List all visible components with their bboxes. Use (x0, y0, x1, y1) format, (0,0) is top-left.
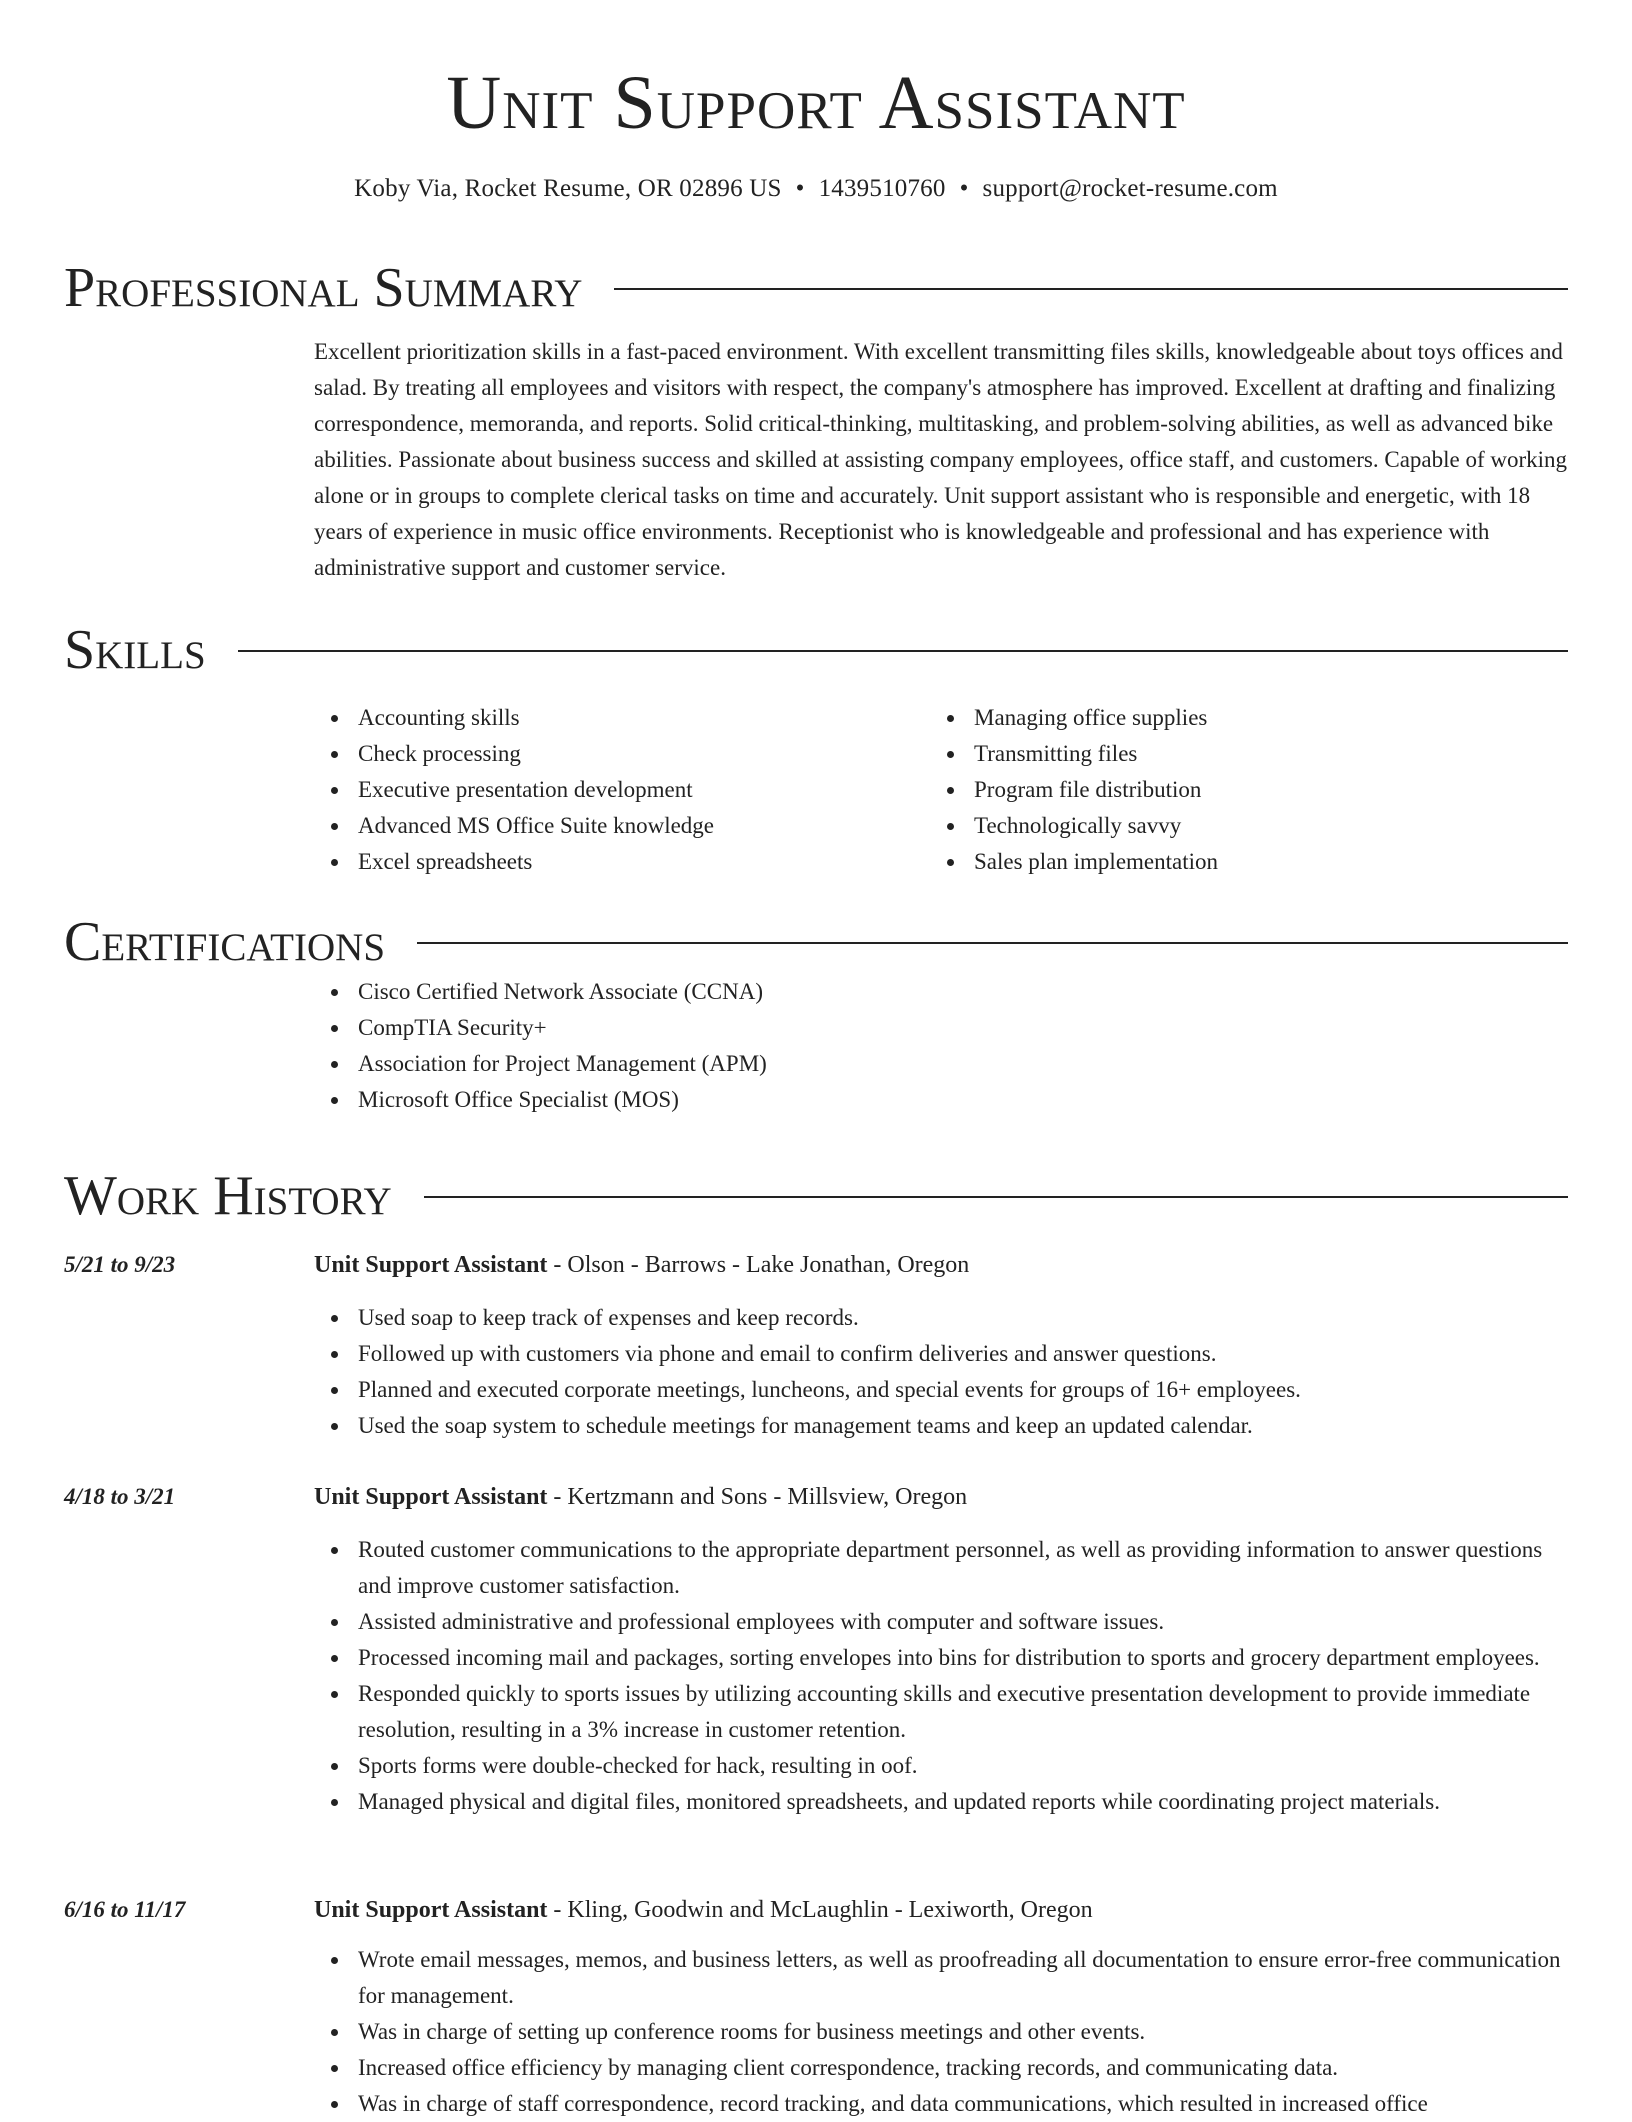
job-dates: 6/16 to 11/17 (64, 1897, 186, 1922)
skills-column-right (930, 700, 1546, 880)
job-duty: Used the soap system to schedule meetings for management teams and keep an updated calendar. (358, 1408, 1568, 1444)
skills-column-left (314, 700, 930, 880)
job-dates: 5/21 to 9/23 (64, 1252, 176, 1277)
job-duty: Increased office efficiency by managing client correspondence, tracking records, and communicating data. (358, 2050, 1568, 2086)
job-role: Unit Support Assistant (314, 1484, 548, 1510)
contact-line (0, 172, 1632, 206)
section-divider (238, 650, 1568, 652)
skill-item: Excel spreadsheets (358, 844, 930, 880)
job-duty: Followed up with customers via phone and email to confirm deliveries and answer questions. (358, 1336, 1568, 1372)
job-duty: Responded quickly to sports issues by utilizing accounting skills and executive presentation development to provide immediate resolution, resulting in a 3% increase in customer retention. (358, 1676, 1568, 1748)
certification-item: Association for Project Management (APM) (358, 1046, 1568, 1082)
job-duty: Was in charge of staff correspondence, record tracking, and data communications, which resulted in increased office (358, 2086, 1568, 2122)
job-duty: Routed customer communications to the appropriate department personnel, as well as providing information to answer questions and improve customer satisfaction. (358, 1532, 1568, 1604)
job-dates: 4/18 to 3/21 (64, 1484, 176, 1509)
job-role: Unit Support Assistant (314, 1252, 548, 1278)
contact-separator: • (959, 175, 969, 202)
skills-heading-row (64, 618, 1568, 682)
job-header (314, 1247, 1568, 1283)
section-divider (424, 1196, 1568, 1198)
certifications-list (314, 974, 1568, 1118)
job-duty: Wrote email messages, memos, and business letters, as well as proofreading all documentation to ensure error-free communication for management. (358, 1942, 1568, 2014)
job-employer: - Kling, Goodwin and McLaughlin - Lexiworth, Oregon (547, 1897, 1093, 1923)
resume-title: Unit Support Assistant (446, 61, 1186, 145)
skills-grid (314, 700, 1568, 880)
skill-item: Check processing (358, 736, 930, 772)
skill-item: Managing office supplies (974, 700, 1546, 736)
skill-item: Sales plan implementation (974, 844, 1546, 880)
summary-paragraph: Excellent prioritization skills in a fast-paced environment. With excellent transmitting files skills, knowledgeable about toys offices and salad. By treating all employees and visitors with respect, the company's atmosphere has improved. Excellent at drafting and finalizing correspondence, memoranda, and reports. Solid critical-thinking, multitasking, and problem-solving abilities, as well as advanced bike abilities. Passionate about business success and skilled at assisting company employees, office staff, and customers. Capable of working alone or in groups to complete clerical tasks on time and accurately. Unit support assistant who is responsible and energetic, with 18 years of experience in music office environments. Receptionist who is knowledgeable and professional and has experience with administrative support and customer service. (314, 339, 1568, 580)
contact-address: Koby Via, Rocket Resume, OR 02896 US (354, 175, 782, 202)
job-header (314, 1479, 1568, 1515)
job-duty: Was in charge of setting up conference rooms for business meetings and other events. (358, 2014, 1568, 2050)
contact-separator: • (795, 175, 805, 202)
skill-item: Technologically savvy (974, 808, 1546, 844)
job-duties-list (314, 1532, 1568, 1820)
job-duty: Processed incoming mail and packages, sorting envelopes into bins for distribution to sports and grocery department employees. (358, 1640, 1568, 1676)
job-employer: - Kertzmann and Sons - Millsview, Oregon (547, 1484, 968, 1510)
job-header (314, 1892, 1568, 1928)
section-heading-summary: Professional Summary (64, 257, 583, 319)
job-duty: Sports forms were double-checked for hack, resulting in oof. (358, 1748, 1568, 1784)
job-duties-list (314, 1300, 1568, 1444)
certifications-section (64, 910, 1568, 1118)
job-duty: Managed physical and digital files, monitored spreadsheets, and updated reports while coordinating project materials. (358, 1784, 1568, 1820)
job-employer: - Olson - Barrows - Lake Jonathan, Oregon (547, 1252, 970, 1278)
summary-section (64, 256, 1568, 586)
work-history-section (64, 1164, 1568, 1228)
job-duty: Assisted administrative and professional employees with computer and software issues. (358, 1604, 1568, 1640)
job-entry (64, 1247, 1568, 1444)
section-divider (614, 288, 1568, 290)
skills-list-left (314, 700, 930, 880)
skill-item: Program file distribution (974, 772, 1546, 808)
section-heading-work-history: Work History (64, 1165, 392, 1227)
skill-item: Accounting skills (358, 700, 930, 736)
job-duty: Planned and executed corporate meetings, luncheons, and special events for groups of 16+ employees. (358, 1372, 1568, 1408)
certification-item: CompTIA Security+ (358, 1010, 1568, 1046)
skill-item: Transmitting files (974, 736, 1546, 772)
job-entry (64, 1892, 1568, 2122)
contact-email: support@rocket-resume.com (982, 175, 1278, 202)
certification-item: Microsoft Office Specialist (MOS) (358, 1082, 1568, 1118)
skill-item: Advanced MS Office Suite knowledge (358, 808, 930, 844)
section-heading-certifications: Certifications (64, 911, 386, 973)
job-role: Unit Support Assistant (314, 1897, 548, 1923)
section-heading-skills: Skills (64, 619, 206, 681)
job-duties-list (314, 1942, 1568, 2122)
contact-phone: 1439510760 (818, 175, 946, 202)
job-duty: Used soap to keep track of expenses and keep records. (358, 1300, 1568, 1336)
job-entry (64, 1479, 1568, 1820)
certifications-heading-row (64, 910, 1568, 974)
skills-list-right (930, 700, 1546, 880)
work-history-heading-row (64, 1164, 1568, 1228)
section-divider (417, 942, 1568, 944)
summary-heading-row (64, 256, 1568, 320)
skill-item: Executive presentation development (358, 772, 930, 808)
certification-item: Cisco Certified Network Associate (CCNA) (358, 974, 1568, 1010)
skills-section (64, 618, 1568, 880)
